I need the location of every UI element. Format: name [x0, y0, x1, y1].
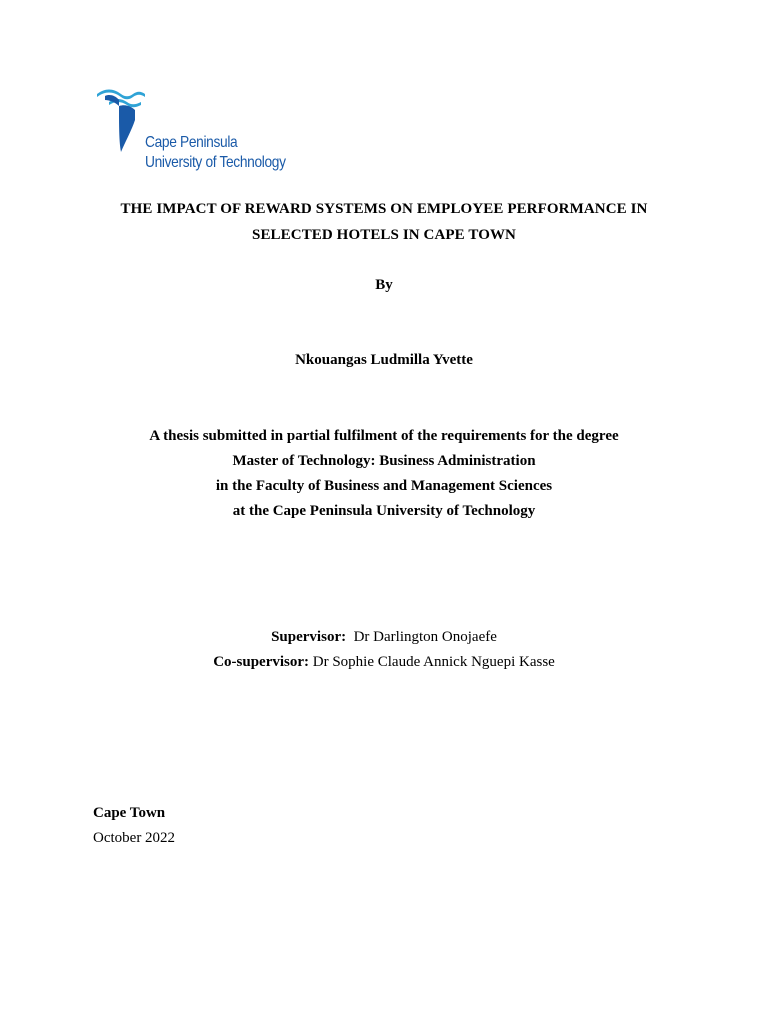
supervisor-label: Supervisor: — [271, 629, 347, 645]
author-name: Nkouangas Ludmilla Yvette — [295, 352, 473, 368]
submission-line-4: at the Cape Peninsula University of Technology — [232, 503, 536, 519]
place: Cape Town — [93, 805, 166, 821]
cosupervisor-label: Co-supervisor: — [213, 654, 310, 670]
submission-line-2: Master of Technology: Business Administration — [232, 453, 536, 469]
cosupervisor-line — [0, 653, 768, 671]
title-line-1: THE IMPACT OF REWARD SYSTEMS ON EMPLOYEE PERFORMANCE IN — [120, 201, 648, 217]
supervisor-line — [0, 628, 768, 646]
title-line-2: SELECTED HOTELS IN CAPE TOWN — [252, 227, 516, 243]
submission-line-3: in the Faculty of Business and Management Sciences — [215, 478, 553, 494]
submission-line-1: A thesis submitted in partial fulfilment of the requirements for the degree — [149, 428, 619, 444]
university-logo — [95, 86, 305, 178]
by-label: By — [375, 277, 393, 293]
supervisor-name: Dr Darlington Onojaefe — [353, 629, 497, 645]
logo-text-line-1: Cape Peninsula — [145, 134, 238, 151]
date: October 2022 — [93, 830, 176, 846]
logo-text-line-2: University of Technology — [145, 154, 286, 171]
cosupervisor-name: Dr Sophie Claude Annick Nguepi Kasse — [312, 654, 555, 670]
